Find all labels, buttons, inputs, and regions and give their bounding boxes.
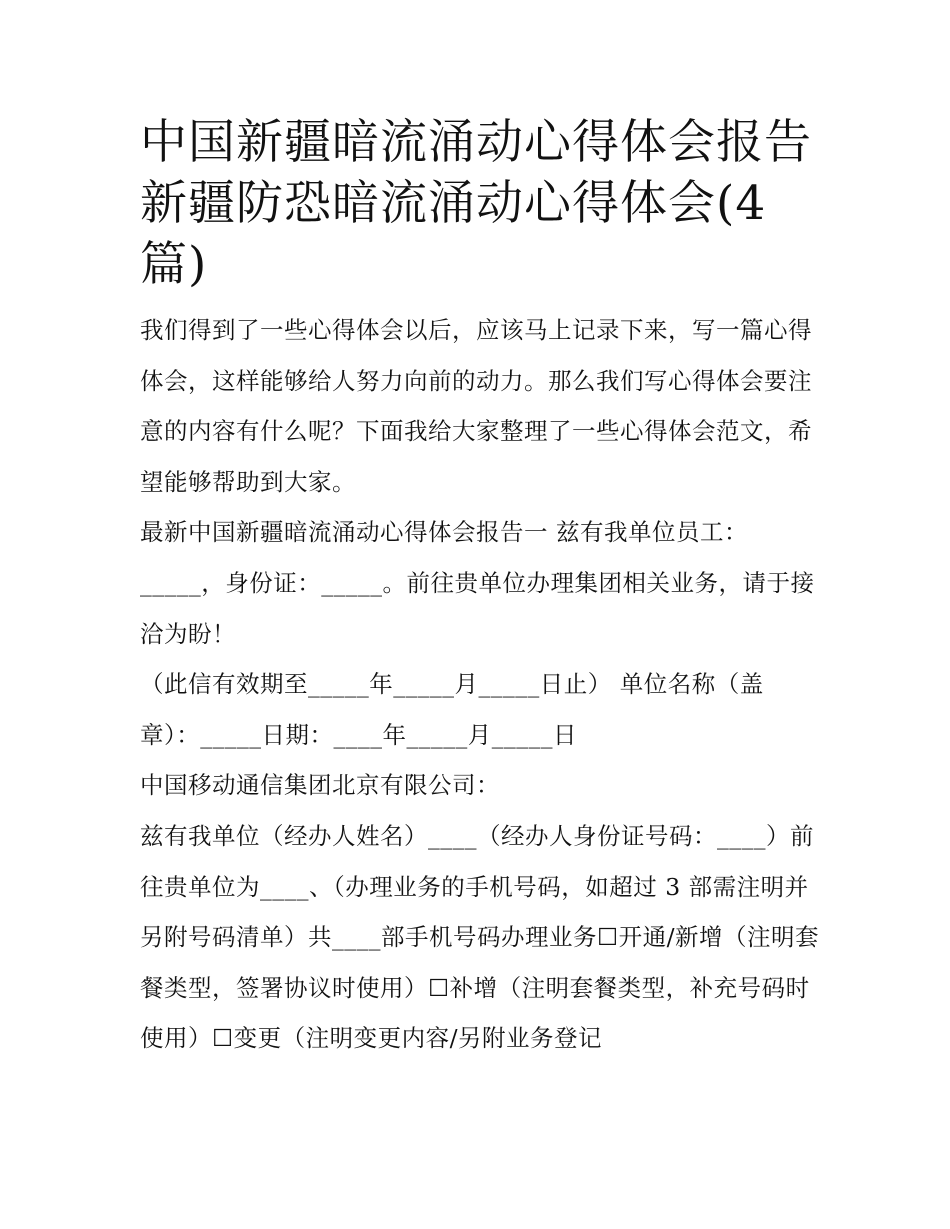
intro-paragraph: 我们得到了一些心得体会以后，应该马上记录下来，写一篇心得体会，这样能够给人努力向前的动力。那么我们写心得体会要注意的内容有什么呢？下面我给大家整理了一些心得体会范文，希望能够帮助到大家。 <box>140 316 812 496</box>
document-title: 中国新疆暗流涌动心得体会报告 新疆防恐暗流涌动心得体会(4 篇) <box>140 115 812 292</box>
document-page <box>140 112 820 1064</box>
introduction-letter-paragraph: 最新中国新疆暗流涌动心得体会报告一 兹有我单位员工：_____，身份证：_____。前往贵单位办理集团相关业务，请于接洽为盼！ <box>140 518 815 648</box>
validity-paragraph: （此信有效期至_____年_____月_____日止） 单位名称（盖章）：_____日期：____年_____月_____日 <box>140 670 764 749</box>
business-paragraph: 兹有我单位（经办人姓名）____（经办人身份证号码：____）前往贵单位为____、（办理业务的手机号码，如超过 3 部需注明并另附号码清单）共____部手机号码办理业务☐开通/新增（注明套餐类型，签署协议时使用）☐补增（注明套餐类型，补充号码时使用）☐变更（注明变更内容/另附业务登记 <box>140 821 819 1053</box>
addressee-paragraph: 中国移动通信集团北京有限公司： <box>140 771 500 800</box>
